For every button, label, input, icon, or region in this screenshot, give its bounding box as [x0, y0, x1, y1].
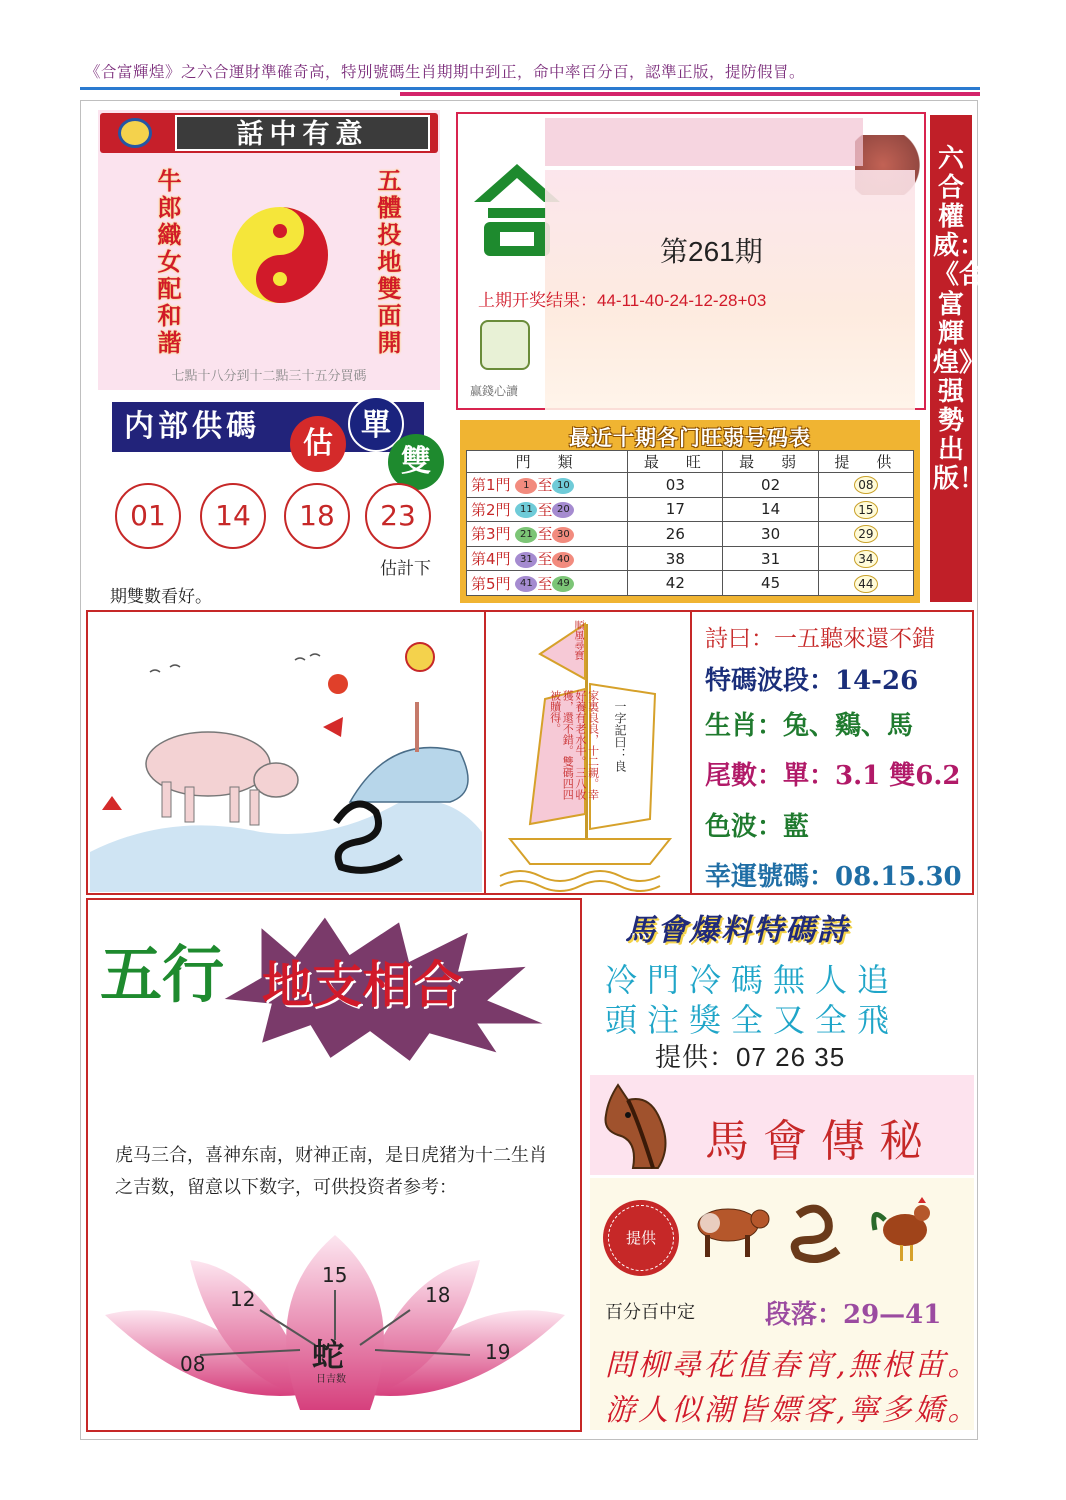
bottom-poem-line: 問柳尋花值春宵,無根苗。	[605, 1348, 981, 1383]
range-to: 30	[552, 527, 574, 543]
masthead-blur	[545, 118, 863, 166]
logo-icon	[118, 118, 152, 148]
info-color: 色波：藍	[705, 812, 810, 842]
hot-cell: 38	[628, 546, 723, 571]
door-label: 第5門	[471, 574, 511, 593]
lotus-number: 19	[485, 1340, 511, 1364]
pig-snake-illustration	[90, 612, 482, 892]
table-row	[467, 473, 914, 498]
provide-number: 15	[854, 501, 878, 519]
segment-range: 段落：29—41	[765, 1300, 942, 1330]
shuang-badge: 雙	[388, 434, 444, 490]
range-to: 10	[552, 478, 574, 494]
huazhong-title: 話中有意	[175, 115, 430, 151]
last-draw-result: 上期开奖结果：44-11-40-24-12-28+03	[478, 291, 767, 310]
cold-cell: 02	[723, 473, 818, 498]
info-zodiac: 生肖：兔、鷄、馬	[705, 711, 914, 741]
money-bag-icon	[480, 320, 530, 370]
door-cell	[467, 473, 628, 498]
right-vertical-poem: 五體投地雙面開	[373, 168, 401, 357]
info-tail: 尾數：單：3.1 雙6.2	[705, 761, 961, 791]
door-cell	[467, 497, 628, 522]
table-header: 最 弱	[723, 451, 818, 473]
provide-number: 34	[854, 550, 878, 568]
horse-poem-line: 冷門冷碼無人追	[605, 961, 900, 999]
hot-cell: 17	[628, 497, 723, 522]
sure-label: 百分百中定	[605, 1302, 695, 1323]
provider-seal: 提供	[603, 1200, 679, 1276]
lotus-number: 08	[180, 1352, 206, 1376]
door-cell	[467, 522, 628, 547]
provide-cell	[818, 473, 913, 498]
internal-number: 01	[115, 483, 181, 549]
lotus-number: 15	[322, 1263, 348, 1287]
zhi-label: 至	[537, 550, 553, 569]
door-label: 第1門	[471, 476, 511, 495]
table-row	[467, 571, 914, 596]
chuanmi-title: 馬會傳秘	[705, 1116, 937, 1167]
door-cell	[467, 571, 628, 596]
range-from: 1	[515, 478, 537, 494]
dan-badge: 單	[348, 396, 404, 452]
gu-badge: 估	[290, 416, 346, 472]
horse-poem-title: 馬會爆料特碼詩	[625, 913, 849, 948]
info-poem: 詩曰：一五聽來還不錯	[705, 626, 935, 652]
zodiac-animals-illustration	[690, 1195, 950, 1265]
boat-flag-text: 順風尋寶	[572, 620, 583, 660]
hot-cold-table	[466, 450, 914, 596]
table-header-row	[467, 451, 914, 473]
door-label: 第4門	[471, 550, 511, 569]
lotus-center-caption: 日吉数	[316, 1374, 346, 1385]
ox-icon	[698, 1209, 769, 1257]
internal-number: 14	[200, 483, 266, 549]
provide-number: 08	[854, 476, 878, 494]
seal-ring	[608, 1205, 674, 1271]
cold-cell: 14	[723, 497, 818, 522]
hot-cell: 26	[628, 522, 723, 547]
lotus-number: 12	[230, 1287, 256, 1311]
rooster-icon	[874, 1197, 930, 1261]
dizhi-title: 地支相合	[262, 955, 462, 1014]
wuxing-title: 五行	[100, 938, 225, 1011]
table-row	[467, 497, 914, 522]
table-row	[467, 546, 914, 571]
zhi-label: 至	[537, 525, 553, 544]
yin-yang-icon	[230, 205, 330, 305]
header-slogan: 《合富輝煌》之六合運財準確奇高，特別號碼生肖期期中到正，命中率百分百，認準正版，提防假冒。	[85, 63, 806, 81]
horse-poem-line: 頭注獎全又全飛	[605, 1001, 900, 1039]
door-label: 第3門	[471, 525, 511, 544]
horse-head-icon	[598, 1080, 676, 1172]
range-to: 49	[552, 576, 574, 592]
provide-cell	[818, 571, 913, 596]
info-lucky: 幸運號碼：08.15.30	[705, 862, 962, 892]
hot-cold-table-title: 最近十期各门旺弱号码表	[569, 426, 811, 450]
side-banner-text: 六合權威：《合富輝煌》强勢出版！	[933, 144, 986, 495]
range-to: 40	[552, 552, 574, 568]
table-header: 門 類	[467, 451, 628, 473]
range-to: 20	[552, 502, 574, 518]
door-cell	[467, 546, 628, 571]
issue-number: 第261期	[660, 236, 763, 267]
info-wave: 特碼波段：14-26	[705, 666, 919, 696]
lotus-center-zodiac: 蛇	[312, 1336, 345, 1374]
money-caption: 赢錢心讀	[470, 384, 519, 398]
door-label: 第2門	[471, 500, 511, 519]
cold-cell: 45	[723, 571, 818, 596]
provide-number: 44	[854, 575, 878, 593]
range-from: 31	[515, 552, 537, 568]
header-rule-blue	[80, 87, 980, 90]
table-header: 提 供	[818, 451, 913, 473]
boat-note: 一字記曰：良	[613, 700, 627, 772]
zhi-label: 至	[537, 574, 553, 593]
internal-code-banner: 内部供碼	[112, 402, 424, 452]
bottom-poem-line: 游人似潮皆嫖客,寧多嬌。	[605, 1393, 981, 1428]
buy-time-note: 七點十八分到十二點三十五分買碼	[171, 369, 367, 384]
provide-cell	[818, 546, 913, 571]
range-from: 21	[515, 527, 537, 543]
cold-cell: 31	[723, 546, 818, 571]
provide-cell	[818, 497, 913, 522]
zhi-label: 至	[537, 500, 553, 519]
left-vertical-poem: 牛郎織女配和諧	[153, 168, 181, 357]
lotus-number: 18	[425, 1283, 451, 1307]
header-rule-pink	[400, 92, 980, 96]
table-header: 最 旺	[628, 451, 723, 473]
lotus-illustration	[100, 1230, 570, 1425]
estimate-note-a: 估計下	[380, 559, 431, 579]
snake-icon	[795, 1209, 838, 1259]
cold-cell: 30	[723, 522, 818, 547]
provide-cell	[818, 522, 913, 547]
boat-poem: 家裏良良，十二親。幸好養有老水牛。三八收獲，還不錯。雙碼四四被贖得。	[548, 690, 600, 800]
provide-number: 29	[854, 525, 878, 543]
range-from: 41	[515, 576, 537, 592]
estimate-note-b: 期雙數看好。	[110, 587, 212, 607]
zhi-label: 至	[537, 476, 553, 495]
table-row	[467, 522, 914, 547]
horse-poem-provide: 提供：07 26 35	[655, 1042, 846, 1072]
wuxing-text: 虎马三合，喜神东南，财神正南，是日虎猪为十二生肖之吉数，留意以下数字，可供投资者参考：	[115, 1145, 547, 1199]
internal-number: 23	[365, 483, 431, 549]
hot-cell: 42	[628, 571, 723, 596]
hot-cell: 03	[628, 473, 723, 498]
range-from: 11	[515, 502, 537, 518]
internal-number: 18	[284, 483, 350, 549]
